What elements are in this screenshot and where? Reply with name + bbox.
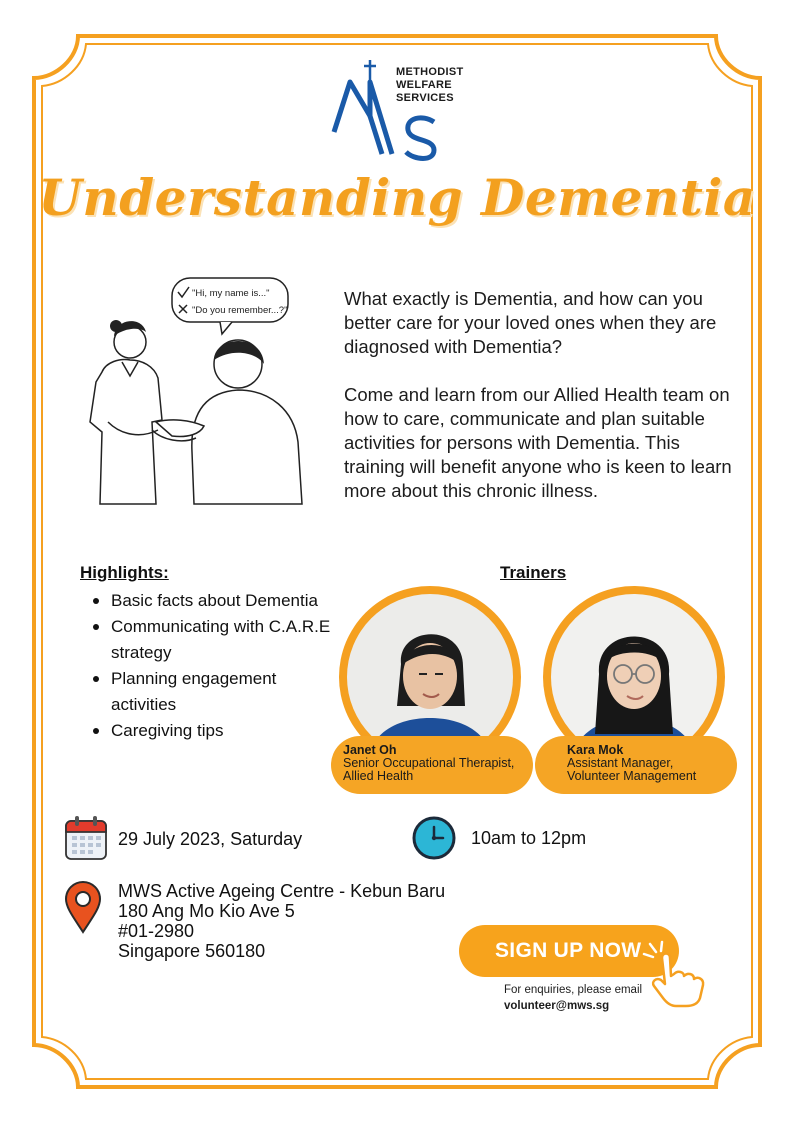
list-item: Basic facts about Dementia [86,588,346,614]
highlights-list [86,588,346,744]
pointing-hand-icon [640,940,710,1008]
logo-line-2: WELFARE [396,79,452,91]
intro-paragraph-2: Come and learn from our Allied Health team on how to care, communicate and plan suitable activities for persons with Dementia. This training will benefit anyone who is keen to learn more about this chronic illness. [344,384,732,501]
intro-paragraph-1: What exactly is Dementia, and how can you better care for your loved ones when they are diagnosed with Dementia? [344,288,717,357]
bubble-line-2: "Do you remember...?" [192,305,288,316]
enquiry-email[interactable]: volunteer@mws.sg [504,1000,610,1012]
address-line: 180 Ang Mo Kio Ave 5 [118,901,295,921]
trainer-role: Allied Health [343,769,414,783]
highlights-heading: Highlights: [80,563,169,582]
trainer-role: Volunteer Management [567,769,697,783]
trainer-card-janet [331,736,533,794]
address-line: Singapore 560180 [118,941,266,961]
intro-text [344,287,734,527]
sign-up-button[interactable]: SIGN UP NOW [459,925,679,977]
list-item: Caregiving tips [86,718,346,744]
event-address [118,881,445,961]
trainer-card-kara [535,736,737,794]
bubble-line-1: "Hi, my name is..." [192,288,270,299]
calendar-icon [64,815,108,861]
page-title: Understanding Dementia [38,168,756,227]
trainer-name: Kara Mok [567,743,624,757]
caregiver-illustration [72,272,312,512]
trainer-name: Janet Oh [343,743,397,757]
enquiry-text: For enquiries, please email [504,984,643,996]
logo-line-3: SERVICES [396,92,454,104]
list-item: Communicating with C.A.R.E strategy [86,614,346,666]
trainer-role: Assistant Manager, [567,756,674,770]
list-item: Planning engagement activities [86,666,346,718]
address-line: #01-2980 [118,921,195,941]
trainer-role: Senior Occupational Therapist, [343,756,515,770]
event-time: 10am to 12pm [471,828,587,848]
trainers-heading: Trainers [500,563,567,582]
enquiry-info [504,982,642,1014]
location-pin-icon [64,880,102,934]
venue-name: MWS Active Ageing Centre - Kebun Baru [118,881,446,901]
logo-wordmark [396,66,463,105]
logo-line-1: METHODIST [396,66,464,78]
clock-icon [412,816,456,860]
event-date: 29 July 2023, Saturday [118,829,303,849]
